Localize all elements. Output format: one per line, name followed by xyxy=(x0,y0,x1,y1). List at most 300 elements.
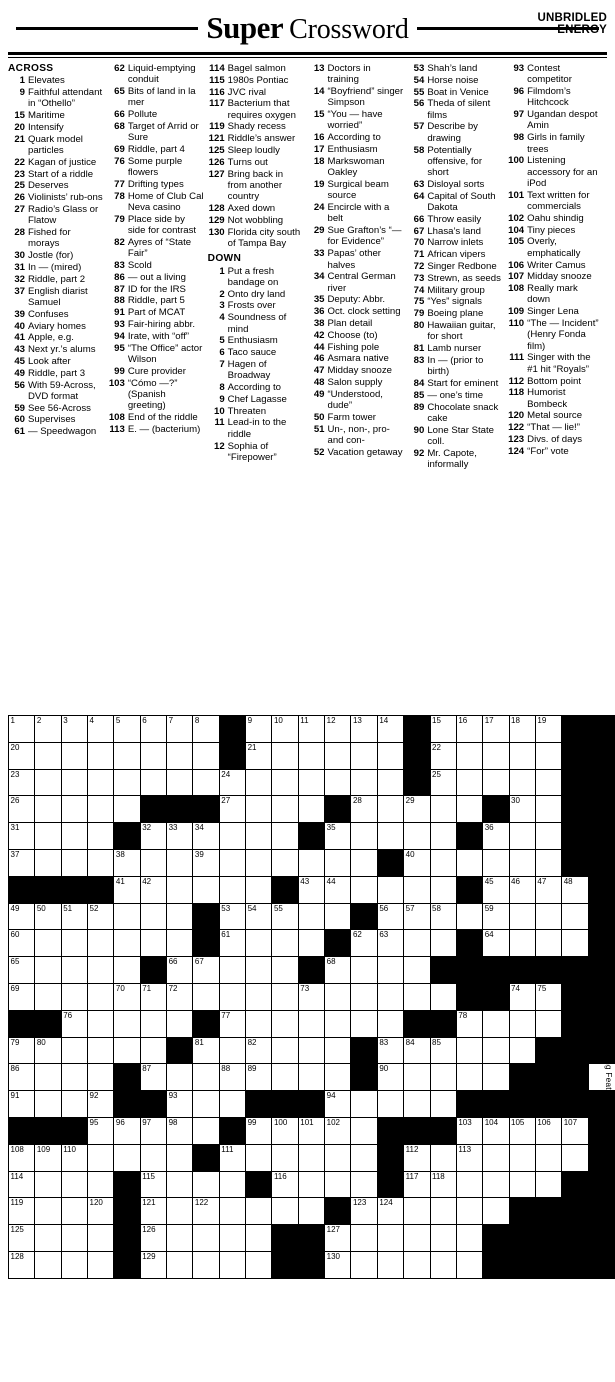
grid-cell[interactable] xyxy=(325,1037,351,1064)
grid-cell[interactable] xyxy=(35,1225,61,1252)
grid-cell[interactable] xyxy=(404,1251,430,1278)
grid-cell[interactable] xyxy=(35,903,61,930)
grid-cell[interactable] xyxy=(35,742,61,769)
grid-cell[interactable] xyxy=(140,1064,166,1091)
grid-cell[interactable] xyxy=(377,1091,403,1118)
grid-cell[interactable] xyxy=(35,1091,61,1118)
grid-cell[interactable] xyxy=(456,1037,482,1064)
grid-cell[interactable] xyxy=(325,849,351,876)
grid-cell[interactable] xyxy=(219,823,245,850)
grid-cell[interactable] xyxy=(219,1037,245,1064)
grid-cell[interactable] xyxy=(430,1171,456,1198)
grid-cell[interactable] xyxy=(456,1010,482,1037)
grid-cell[interactable] xyxy=(377,1198,403,1225)
grid-cell[interactable] xyxy=(404,876,430,903)
grid-cell[interactable] xyxy=(35,1171,61,1198)
grid-cell[interactable] xyxy=(298,1171,324,1198)
grid-cell[interactable] xyxy=(193,1251,219,1278)
grid-cell[interactable] xyxy=(456,1064,482,1091)
grid-cell[interactable] xyxy=(114,1037,140,1064)
grid-cell[interactable] xyxy=(88,1010,114,1037)
grid-cell[interactable] xyxy=(167,742,193,769)
grid-cell[interactable] xyxy=(35,1251,61,1278)
grid-cell[interactable] xyxy=(272,1144,298,1171)
grid-cell[interactable] xyxy=(167,716,193,743)
grid-cell[interactable] xyxy=(193,1117,219,1144)
grid-cell[interactable] xyxy=(61,823,87,850)
grid-cell[interactable] xyxy=(246,1144,272,1171)
grid-cell[interactable] xyxy=(219,876,245,903)
grid-cell[interactable] xyxy=(351,796,377,823)
grid-cell[interactable] xyxy=(61,742,87,769)
grid-cell[interactable] xyxy=(298,983,324,1010)
grid-cell[interactable] xyxy=(61,957,87,984)
grid-cell[interactable] xyxy=(325,769,351,796)
grid-cell[interactable] xyxy=(272,849,298,876)
grid-cell[interactable] xyxy=(298,1064,324,1091)
grid-cell[interactable] xyxy=(61,1010,87,1037)
grid-cell[interactable] xyxy=(535,849,561,876)
grid-cell[interactable] xyxy=(193,876,219,903)
grid-cell[interactable] xyxy=(272,823,298,850)
grid-cell[interactable] xyxy=(562,1117,588,1144)
grid-cell[interactable] xyxy=(377,1064,403,1091)
grid-cell[interactable] xyxy=(430,742,456,769)
grid-cell[interactable] xyxy=(404,903,430,930)
grid-cell[interactable] xyxy=(35,1064,61,1091)
grid-cell[interactable] xyxy=(377,742,403,769)
grid-cell[interactable] xyxy=(377,823,403,850)
grid-cell[interactable] xyxy=(114,769,140,796)
grid-cell[interactable] xyxy=(298,1198,324,1225)
grid-cell[interactable] xyxy=(9,796,35,823)
grid-cell[interactable] xyxy=(219,957,245,984)
grid-cell[interactable] xyxy=(351,716,377,743)
grid-cell[interactable] xyxy=(140,1144,166,1171)
grid-cell[interactable] xyxy=(61,1171,87,1198)
grid-cell[interactable] xyxy=(88,823,114,850)
grid-cell[interactable] xyxy=(535,903,561,930)
grid-cell[interactable] xyxy=(325,1144,351,1171)
grid-cell[interactable] xyxy=(114,742,140,769)
grid-cell[interactable] xyxy=(61,1225,87,1252)
grid-cell[interactable] xyxy=(404,983,430,1010)
grid-cell[interactable] xyxy=(114,903,140,930)
grid-cell[interactable] xyxy=(430,903,456,930)
grid-cell[interactable] xyxy=(88,1225,114,1252)
grid-cell[interactable] xyxy=(140,1037,166,1064)
grid-cell[interactable] xyxy=(140,1010,166,1037)
grid-cell[interactable] xyxy=(246,903,272,930)
grid-cell[interactable] xyxy=(351,823,377,850)
grid-cell[interactable] xyxy=(114,983,140,1010)
grid-cell[interactable] xyxy=(35,957,61,984)
grid-cell[interactable] xyxy=(483,1171,509,1198)
grid-cell[interactable] xyxy=(272,1117,298,1144)
grid-cell[interactable] xyxy=(246,849,272,876)
grid-cell[interactable] xyxy=(535,1144,561,1171)
grid-cell[interactable] xyxy=(509,1010,535,1037)
grid-cell[interactable] xyxy=(430,1064,456,1091)
grid-cell[interactable] xyxy=(140,742,166,769)
grid-cell[interactable] xyxy=(483,716,509,743)
grid-cell[interactable] xyxy=(404,1064,430,1091)
grid-cell[interactable] xyxy=(404,1198,430,1225)
grid-cell[interactable] xyxy=(193,1225,219,1252)
grid-cell[interactable] xyxy=(9,957,35,984)
grid-cell[interactable] xyxy=(246,1198,272,1225)
grid-cell[interactable] xyxy=(509,1144,535,1171)
grid-cell[interactable] xyxy=(298,742,324,769)
grid-cell[interactable] xyxy=(509,769,535,796)
grid-cell[interactable] xyxy=(456,1251,482,1278)
grid-cell[interactable] xyxy=(430,796,456,823)
grid-cell[interactable] xyxy=(430,1037,456,1064)
grid-cell[interactable] xyxy=(272,742,298,769)
grid-cell[interactable] xyxy=(35,849,61,876)
grid-cell[interactable] xyxy=(246,823,272,850)
grid-cell[interactable] xyxy=(483,849,509,876)
grid-cell[interactable] xyxy=(483,1198,509,1225)
grid-cell[interactable] xyxy=(193,1037,219,1064)
grid-cell[interactable] xyxy=(325,1225,351,1252)
grid-cell[interactable] xyxy=(167,1171,193,1198)
grid-cell[interactable] xyxy=(246,983,272,1010)
grid-cell[interactable] xyxy=(272,1064,298,1091)
grid-cell[interactable] xyxy=(509,742,535,769)
grid-cell[interactable] xyxy=(298,716,324,743)
grid-cell[interactable] xyxy=(535,1010,561,1037)
grid-cell[interactable] xyxy=(193,742,219,769)
grid-cell[interactable] xyxy=(562,1144,588,1171)
grid-cell[interactable] xyxy=(456,903,482,930)
grid-cell[interactable] xyxy=(272,983,298,1010)
grid-cell[interactable] xyxy=(483,1037,509,1064)
grid-cell[interactable] xyxy=(325,957,351,984)
grid-cell[interactable] xyxy=(9,1064,35,1091)
grid-cell[interactable] xyxy=(88,1037,114,1064)
grid-cell[interactable] xyxy=(9,1198,35,1225)
grid-cell[interactable] xyxy=(219,849,245,876)
grid-cell[interactable] xyxy=(351,769,377,796)
grid-cell[interactable] xyxy=(325,983,351,1010)
grid-cell[interactable] xyxy=(88,930,114,957)
grid-cell[interactable] xyxy=(298,1144,324,1171)
grid-cell[interactable] xyxy=(377,876,403,903)
grid-cell[interactable] xyxy=(272,903,298,930)
grid-cell[interactable] xyxy=(404,1144,430,1171)
grid-cell[interactable] xyxy=(35,823,61,850)
grid-cell[interactable] xyxy=(246,1064,272,1091)
grid-cell[interactable] xyxy=(193,716,219,743)
grid-cell[interactable] xyxy=(61,716,87,743)
grid-cell[interactable] xyxy=(61,1198,87,1225)
grid-cell[interactable] xyxy=(456,1225,482,1252)
grid-cell[interactable] xyxy=(193,983,219,1010)
grid-cell[interactable] xyxy=(456,1117,482,1144)
grid-cell[interactable] xyxy=(430,849,456,876)
grid-cell[interactable] xyxy=(325,1064,351,1091)
grid-cell[interactable] xyxy=(114,716,140,743)
grid-cell[interactable] xyxy=(114,1117,140,1144)
grid-cell[interactable] xyxy=(140,849,166,876)
grid-cell[interactable] xyxy=(535,769,561,796)
grid-cell[interactable] xyxy=(88,1251,114,1278)
grid-cell[interactable] xyxy=(246,957,272,984)
grid-cell[interactable] xyxy=(298,849,324,876)
grid-cell[interactable] xyxy=(456,769,482,796)
grid-cell[interactable] xyxy=(404,930,430,957)
grid-cell[interactable] xyxy=(430,983,456,1010)
grid-cell[interactable] xyxy=(167,769,193,796)
grid-cell[interactable] xyxy=(140,1117,166,1144)
grid-cell[interactable] xyxy=(167,983,193,1010)
grid-cell[interactable] xyxy=(61,903,87,930)
grid-cell[interactable] xyxy=(35,769,61,796)
grid-cell[interactable] xyxy=(114,1144,140,1171)
grid-cell[interactable] xyxy=(404,1037,430,1064)
grid-cell[interactable] xyxy=(9,823,35,850)
grid-cell[interactable] xyxy=(140,1225,166,1252)
grid-cell[interactable] xyxy=(9,903,35,930)
grid-cell[interactable] xyxy=(61,796,87,823)
grid-cell[interactable] xyxy=(298,930,324,957)
grid-cell[interactable] xyxy=(167,1010,193,1037)
grid-cell[interactable] xyxy=(535,1117,561,1144)
grid-cell[interactable] xyxy=(377,1251,403,1278)
grid-cell[interactable] xyxy=(88,796,114,823)
grid-cell[interactable] xyxy=(140,876,166,903)
grid-cell[interactable] xyxy=(456,1144,482,1171)
grid-cell[interactable] xyxy=(298,1010,324,1037)
grid-cell[interactable] xyxy=(88,769,114,796)
grid-cell[interactable] xyxy=(9,1225,35,1252)
grid-cell[interactable] xyxy=(167,1091,193,1118)
grid-cell[interactable] xyxy=(483,1064,509,1091)
grid-cell[interactable] xyxy=(246,1225,272,1252)
grid-cell[interactable] xyxy=(88,1198,114,1225)
grid-cell[interactable] xyxy=(351,876,377,903)
grid-cell[interactable] xyxy=(61,1064,87,1091)
grid-cell[interactable] xyxy=(298,903,324,930)
grid-cell[interactable] xyxy=(377,1225,403,1252)
grid-cell[interactable] xyxy=(272,796,298,823)
grid-cell[interactable] xyxy=(351,1251,377,1278)
grid-cell[interactable] xyxy=(535,1171,561,1198)
grid-cell[interactable] xyxy=(351,1091,377,1118)
grid-cell[interactable] xyxy=(219,930,245,957)
grid-cell[interactable] xyxy=(114,930,140,957)
grid-cell[interactable] xyxy=(430,1251,456,1278)
grid-cell[interactable] xyxy=(88,742,114,769)
grid-cell[interactable] xyxy=(193,769,219,796)
grid-cell[interactable] xyxy=(509,930,535,957)
grid-cell[interactable] xyxy=(430,716,456,743)
grid-cell[interactable] xyxy=(219,1010,245,1037)
grid-cell[interactable] xyxy=(167,1251,193,1278)
grid-cell[interactable] xyxy=(61,983,87,1010)
grid-cell[interactable] xyxy=(246,1117,272,1144)
grid-cell[interactable] xyxy=(535,823,561,850)
grid-cell[interactable] xyxy=(9,716,35,743)
grid-cell[interactable] xyxy=(456,1171,482,1198)
grid-cell[interactable] xyxy=(325,876,351,903)
grid-cell[interactable] xyxy=(377,1037,403,1064)
grid-cell[interactable] xyxy=(298,796,324,823)
grid-cell[interactable] xyxy=(88,1144,114,1171)
grid-cell[interactable] xyxy=(404,796,430,823)
grid-cell[interactable] xyxy=(167,1064,193,1091)
grid-cell[interactable] xyxy=(9,849,35,876)
grid-cell[interactable] xyxy=(167,876,193,903)
grid-cell[interactable] xyxy=(562,876,588,903)
grid-cell[interactable] xyxy=(272,1171,298,1198)
grid-cell[interactable] xyxy=(272,769,298,796)
grid-cell[interactable] xyxy=(219,1251,245,1278)
grid-cell[interactable] xyxy=(325,1117,351,1144)
grid-cell[interactable] xyxy=(351,849,377,876)
grid-cell[interactable] xyxy=(61,849,87,876)
grid-cell[interactable] xyxy=(219,903,245,930)
grid-cell[interactable] xyxy=(88,849,114,876)
grid-cell[interactable] xyxy=(61,1037,87,1064)
grid-cell[interactable] xyxy=(535,796,561,823)
grid-cell[interactable] xyxy=(193,823,219,850)
grid-cell[interactable] xyxy=(246,930,272,957)
grid-cell[interactable] xyxy=(193,1091,219,1118)
grid-cell[interactable] xyxy=(404,957,430,984)
grid-cell[interactable] xyxy=(272,957,298,984)
grid-cell[interactable] xyxy=(88,1117,114,1144)
grid-cell[interactable] xyxy=(562,930,588,957)
grid-cell[interactable] xyxy=(61,769,87,796)
grid-cell[interactable] xyxy=(351,1117,377,1144)
grid-cell[interactable] xyxy=(535,742,561,769)
grid-cell[interactable] xyxy=(325,742,351,769)
grid-cell[interactable] xyxy=(509,796,535,823)
grid-cell[interactable] xyxy=(377,903,403,930)
grid-cell[interactable] xyxy=(535,983,561,1010)
grid-cell[interactable] xyxy=(35,1198,61,1225)
grid-cell[interactable] xyxy=(483,1117,509,1144)
grid-cell[interactable] xyxy=(167,957,193,984)
grid-cell[interactable] xyxy=(272,930,298,957)
grid-cell[interactable] xyxy=(9,1171,35,1198)
grid-cell[interactable] xyxy=(483,769,509,796)
grid-cell[interactable] xyxy=(219,1064,245,1091)
grid-cell[interactable] xyxy=(88,983,114,1010)
grid-cell[interactable] xyxy=(377,1010,403,1037)
grid-cell[interactable] xyxy=(88,1091,114,1118)
grid-cell[interactable] xyxy=(298,876,324,903)
grid-cell[interactable] xyxy=(404,849,430,876)
grid-cell[interactable] xyxy=(88,903,114,930)
grid-cell[interactable] xyxy=(114,849,140,876)
grid-cell[interactable] xyxy=(325,1091,351,1118)
grid-cell[interactable] xyxy=(272,1198,298,1225)
grid-cell[interactable] xyxy=(325,1251,351,1278)
crossword-grid[interactable] xyxy=(8,715,615,1279)
grid-cell[interactable] xyxy=(193,849,219,876)
grid-cell[interactable] xyxy=(219,1144,245,1171)
grid-cell[interactable] xyxy=(246,1037,272,1064)
grid-cell[interactable] xyxy=(509,716,535,743)
grid-cell[interactable] xyxy=(167,903,193,930)
grid-cell[interactable] xyxy=(9,1091,35,1118)
grid-cell[interactable] xyxy=(430,1225,456,1252)
grid-cell[interactable] xyxy=(167,849,193,876)
grid-cell[interactable] xyxy=(114,957,140,984)
grid-cell[interactable] xyxy=(351,1198,377,1225)
grid-cell[interactable] xyxy=(509,849,535,876)
grid-cell[interactable] xyxy=(377,716,403,743)
grid-cell[interactable] xyxy=(167,823,193,850)
grid-cell[interactable] xyxy=(483,1144,509,1171)
grid-cell[interactable] xyxy=(140,1251,166,1278)
grid-cell[interactable] xyxy=(377,930,403,957)
grid-cell[interactable] xyxy=(193,957,219,984)
grid-cell[interactable] xyxy=(246,769,272,796)
grid-cell[interactable] xyxy=(272,716,298,743)
grid-cell[interactable] xyxy=(456,716,482,743)
grid-cell[interactable] xyxy=(167,930,193,957)
grid-cell[interactable] xyxy=(430,876,456,903)
grid-cell[interactable] xyxy=(35,1144,61,1171)
grid-cell[interactable] xyxy=(114,796,140,823)
grid-cell[interactable] xyxy=(325,716,351,743)
grid-cell[interactable] xyxy=(167,1198,193,1225)
grid-cell[interactable] xyxy=(456,1198,482,1225)
grid-cell[interactable] xyxy=(298,1117,324,1144)
grid-cell[interactable] xyxy=(35,796,61,823)
grid-cell[interactable] xyxy=(140,823,166,850)
grid-cell[interactable] xyxy=(219,769,245,796)
grid-cell[interactable] xyxy=(88,1064,114,1091)
grid-cell[interactable] xyxy=(562,903,588,930)
grid-cell[interactable] xyxy=(61,1144,87,1171)
grid-cell[interactable] xyxy=(219,1225,245,1252)
grid-cell[interactable] xyxy=(167,1117,193,1144)
grid-cell[interactable] xyxy=(9,983,35,1010)
grid-cell[interactable] xyxy=(219,796,245,823)
grid-cell[interactable] xyxy=(140,716,166,743)
grid-cell[interactable] xyxy=(430,1091,456,1118)
grid-cell[interactable] xyxy=(535,716,561,743)
grid-cell[interactable] xyxy=(9,742,35,769)
grid-cell[interactable] xyxy=(351,983,377,1010)
grid-cell[interactable] xyxy=(35,1037,61,1064)
grid-cell[interactable] xyxy=(325,1010,351,1037)
grid-cell[interactable] xyxy=(325,1171,351,1198)
grid-cell[interactable] xyxy=(509,983,535,1010)
grid-cell[interactable] xyxy=(167,1144,193,1171)
grid-cell[interactable] xyxy=(430,930,456,957)
grid-cell[interactable] xyxy=(377,796,403,823)
grid-cell[interactable] xyxy=(167,1225,193,1252)
grid-cell[interactable] xyxy=(483,903,509,930)
grid-cell[interactable] xyxy=(9,1144,35,1171)
grid-cell[interactable] xyxy=(88,1171,114,1198)
grid-cell[interactable] xyxy=(9,769,35,796)
grid-cell[interactable] xyxy=(509,1171,535,1198)
grid-cell[interactable] xyxy=(351,742,377,769)
grid-cell[interactable] xyxy=(114,1010,140,1037)
grid-cell[interactable] xyxy=(535,876,561,903)
grid-cell[interactable] xyxy=(483,876,509,903)
grid-cell[interactable] xyxy=(456,742,482,769)
grid-cell[interactable] xyxy=(140,983,166,1010)
grid-cell[interactable] xyxy=(483,823,509,850)
